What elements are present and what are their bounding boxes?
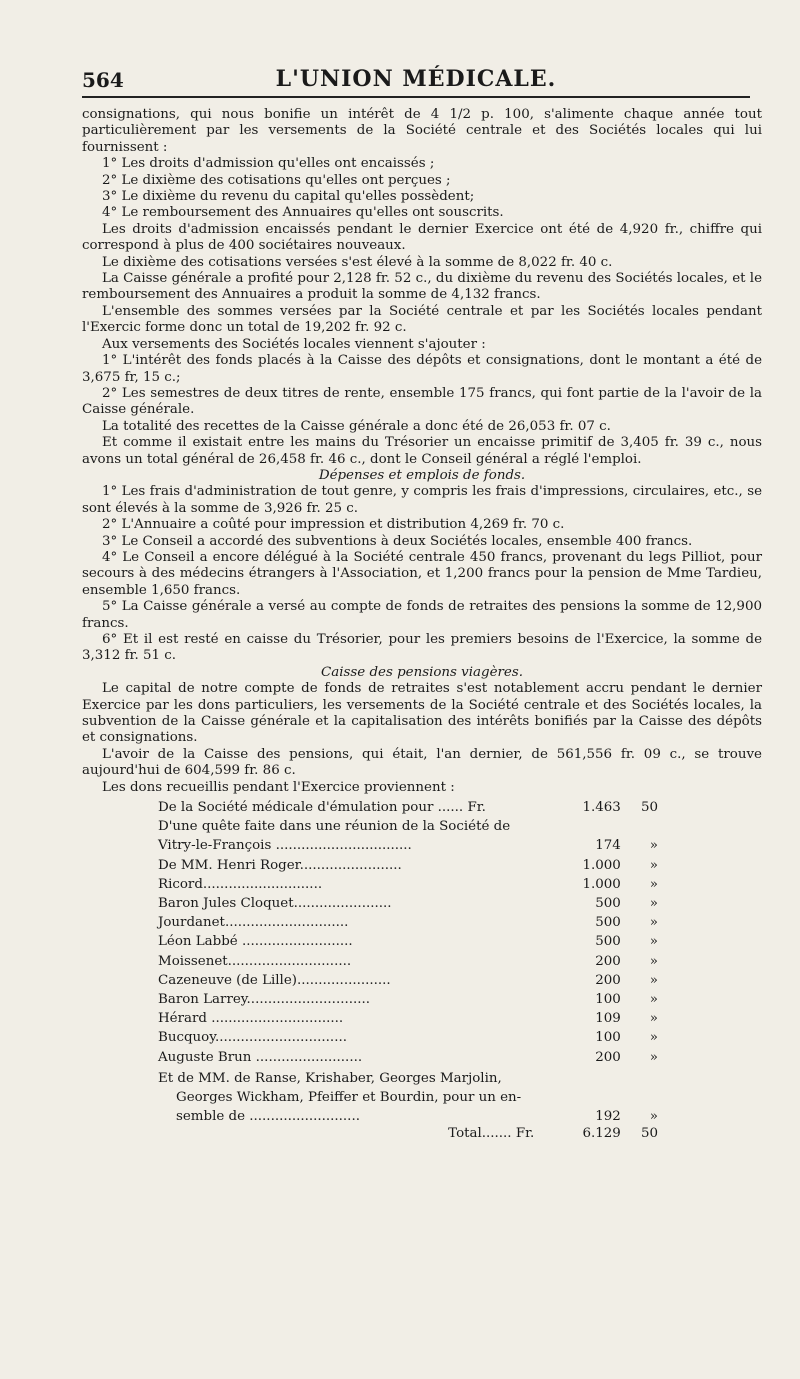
paragraph: Le capital de notre compte de fonds de retraites s'est notablement accru pendant le dernier Exercice par les dons particuliers, les versements de la Société centrale et des Sociétés locales, la subvention de la Caisse générale et la capitalisation des intérêts bonifiés par la Caisse des dépôts et consignations. bbox=[82, 681, 762, 746]
donation-amount: 100 bbox=[595, 1030, 621, 1046]
list-item: 4° Le remboursement des Annuaires qu'elles ont souscrits. bbox=[102, 205, 504, 221]
table-row bbox=[158, 1030, 658, 1049]
paragraph: 1° L'intérêt des fonds placés à la Caisse des dépôts et consignations, dont le montant a été de 3,675 fr, 15 c.; bbox=[82, 353, 762, 385]
table-row bbox=[158, 1011, 658, 1030]
donation-amount: 192 bbox=[595, 1109, 621, 1125]
donation-name-line: Et de MM. de Ranse, Krishaber, Georges Marjolin, bbox=[158, 1070, 502, 1086]
list-item: 1° Les droits d'admission qu'elles ont encaissés ; bbox=[102, 156, 435, 172]
donation-mark: » bbox=[649, 1030, 658, 1046]
section-title-pensions: Caisse des pensions viagères. bbox=[321, 664, 523, 680]
paragraph: Les droits d'admission encaissés pendant le dernier Exercice ont été de 4,920 fr., chiffre qui correspond à plus de 400 sociétaires nouveaux. bbox=[82, 221, 762, 254]
donation-amount: 1.000 bbox=[582, 857, 621, 873]
table-row bbox=[158, 1050, 658, 1069]
donation-name: De MM. Henri Roger........................ bbox=[158, 857, 402, 873]
running-title: L'UNION MÉDICALE. bbox=[275, 66, 557, 92]
paragraph: consignations, qui nous bonifie un intérêt de 4 1/2 p. 100, s'alimente chaque année tout particulièrement par les versements de la Société centrale et des Sociétés locales qui lui fournissent : bbox=[82, 107, 762, 155]
donation-amount: 500 bbox=[595, 896, 621, 911]
donation-name: Léon Labbé .......................... bbox=[158, 934, 353, 950]
total-mark: 50 bbox=[640, 1125, 658, 1141]
donation-amount: 174 bbox=[595, 838, 621, 854]
table-row bbox=[158, 819, 658, 838]
donation-amount: 100 bbox=[595, 991, 621, 1007]
donation-amount: 1.463 bbox=[582, 800, 621, 816]
donation-name bbox=[158, 1069, 544, 1126]
list-item: 3° Le dixième du revenu du capital qu'elles possèdent; bbox=[102, 189, 475, 205]
list-item: 1° Les frais d'administration de tout genre, y compris les frais d'impressions, circulaires, etc., se sont élevés à la somme de 3,926 fr. 25 c. bbox=[82, 484, 762, 516]
section-title-depenses: Dépenses et emplois de fonds. bbox=[318, 467, 526, 483]
page-body bbox=[82, 107, 762, 1145]
donation-mark: » bbox=[649, 953, 658, 969]
donation-mark: » bbox=[649, 896, 658, 911]
page-number: 564 bbox=[82, 68, 124, 92]
paragraph: Aux versements des Sociétés locales viennent s'ajouter : bbox=[102, 336, 486, 352]
donation-mark: » bbox=[649, 934, 658, 950]
donation-name: Bucquoy............................... bbox=[158, 1030, 347, 1046]
table-row bbox=[158, 800, 658, 819]
list-item: 4° Le Conseil a encore délégué à la Société centrale 450 francs, provenant du legs Pilliot, pour secours à des médecins étrangers à l'Association, et 1,200 francs pour la pension de Mme Tardieu, ensemble 1,650 francs. bbox=[82, 549, 762, 598]
paragraph: Le dixième des cotisations versées s'est élevé à la somme de 8,022 fr. 40 c. bbox=[102, 254, 613, 270]
total-amount: 6.129 bbox=[582, 1125, 621, 1141]
paragraph: Les dons recueillis pendant l'Exercice proviennent : bbox=[102, 779, 455, 795]
table-row bbox=[158, 954, 658, 973]
donations-table bbox=[158, 800, 658, 1145]
donation-name-line: Georges Wickham, Pfeiffer et Bourdin, pour un en- bbox=[176, 1089, 522, 1105]
donation-name: Moissenet............................. bbox=[158, 953, 352, 969]
donation-mark: » bbox=[649, 991, 658, 1007]
donation-name: De la Société médicale d'émulation pour ...... Fr. bbox=[158, 800, 486, 816]
donation-name-line: semble de .......................... bbox=[176, 1108, 360, 1124]
donation-amount: 500 bbox=[595, 915, 621, 931]
donation-name: D'une quête faite dans une réunion de la Société de bbox=[158, 819, 511, 835]
table-row bbox=[158, 838, 658, 857]
table-row bbox=[158, 1069, 658, 1126]
donation-name: Auguste Brun ......................... bbox=[158, 1049, 363, 1065]
donation-mark: » bbox=[649, 1109, 658, 1125]
paragraph: L'avoir de la Caisse des pensions, qui était, l'an dernier, de 561,556 fr. 09 c., se trouve aujourd'hui de 604,599 fr. 86 c. bbox=[82, 746, 762, 779]
donation-name: Hérard ............................... bbox=[158, 1011, 344, 1027]
donation-mark: » bbox=[649, 915, 658, 931]
total-label: Total....... Fr. bbox=[448, 1125, 535, 1141]
donation-mark: » bbox=[649, 857, 658, 873]
donation-amount: 109 bbox=[595, 1011, 621, 1027]
list-item: 5° La Caisse générale a versé au compte de fonds de retraites des pensions la somme de 12,900 francs. bbox=[82, 599, 762, 631]
paragraph: Et comme il existait entre les mains du Trésorier un encaisse primitif de 3,405 fr. 39 c., nous avons un total général de 26,458 fr. 46 c., dont le Conseil général a réglé l'emploi. bbox=[82, 435, 762, 467]
list-item: 6° Et il est resté en caisse du Trésorier, pour les premiers besoins de l'Exercice, la somme de 3,312 fr. 51 c. bbox=[82, 632, 762, 664]
table-row bbox=[158, 992, 658, 1011]
table-row bbox=[158, 973, 658, 992]
donation-mark: 50 bbox=[640, 800, 658, 816]
donation-name: Cazeneuve (de Lille)...................... bbox=[158, 972, 391, 988]
table-row bbox=[158, 877, 658, 896]
paragraph: La totalité des recettes de la Caisse générale a donc été de 26,053 fr. 07 c. bbox=[102, 418, 611, 434]
table-row bbox=[158, 934, 658, 953]
donation-mark bbox=[621, 819, 658, 838]
donation-name: Baron Jules Cloquet....................... bbox=[158, 896, 392, 911]
paragraph: La Caisse générale a profité pour 2,128 fr. 52 c., du dixième du revenu des Sociétés locales, et le remboursement des Annuaires a produit la somme de 4,132 francs. bbox=[82, 271, 762, 303]
donation-amount: 1.000 bbox=[582, 876, 621, 892]
donation-name: Ricord............................ bbox=[158, 876, 323, 892]
paragraph: L'ensemble des sommes versées par la Société centrale et par les Sociétés locales pendant l'Exercic forme donc un total de 19,202 fr. 92 c. bbox=[82, 303, 762, 336]
donation-name: Baron Larrey............................. bbox=[158, 991, 370, 1007]
donation-mark: » bbox=[649, 1049, 658, 1065]
table-row bbox=[158, 858, 658, 877]
list-item: 2° L'Annuaire a coûté pour impression et distribution 4,269 fr. 70 c. bbox=[102, 517, 565, 533]
table-row bbox=[158, 915, 658, 934]
donation-mark: » bbox=[649, 876, 658, 892]
list-item: 2° Le dixième des cotisations qu'elles ont perçues ; bbox=[102, 172, 451, 188]
paragraph: 2° Les semestres de deux titres de rente, ensemble 175 francs, qui font partie de la l'avoir de la Caisse générale. bbox=[82, 385, 762, 418]
table-row bbox=[158, 896, 658, 915]
donation-amount: 200 bbox=[595, 1049, 621, 1065]
donation-name: Jourdanet............................. bbox=[158, 915, 349, 931]
donation-amount bbox=[544, 819, 620, 838]
list-item: 3° Le Conseil a accordé des subventions à deux Sociétés locales, ensemble 400 francs. bbox=[102, 533, 693, 549]
total-row bbox=[158, 1126, 658, 1145]
donation-name: Vitry-le-François ................................ bbox=[158, 838, 412, 854]
donation-mark: » bbox=[649, 972, 658, 988]
page-header bbox=[82, 64, 750, 98]
donation-amount: 200 bbox=[595, 953, 621, 969]
donation-amount: 200 bbox=[595, 972, 621, 988]
donation-amount: 500 bbox=[595, 934, 621, 950]
donation-mark: » bbox=[649, 1011, 658, 1027]
donation-mark: » bbox=[649, 838, 658, 854]
